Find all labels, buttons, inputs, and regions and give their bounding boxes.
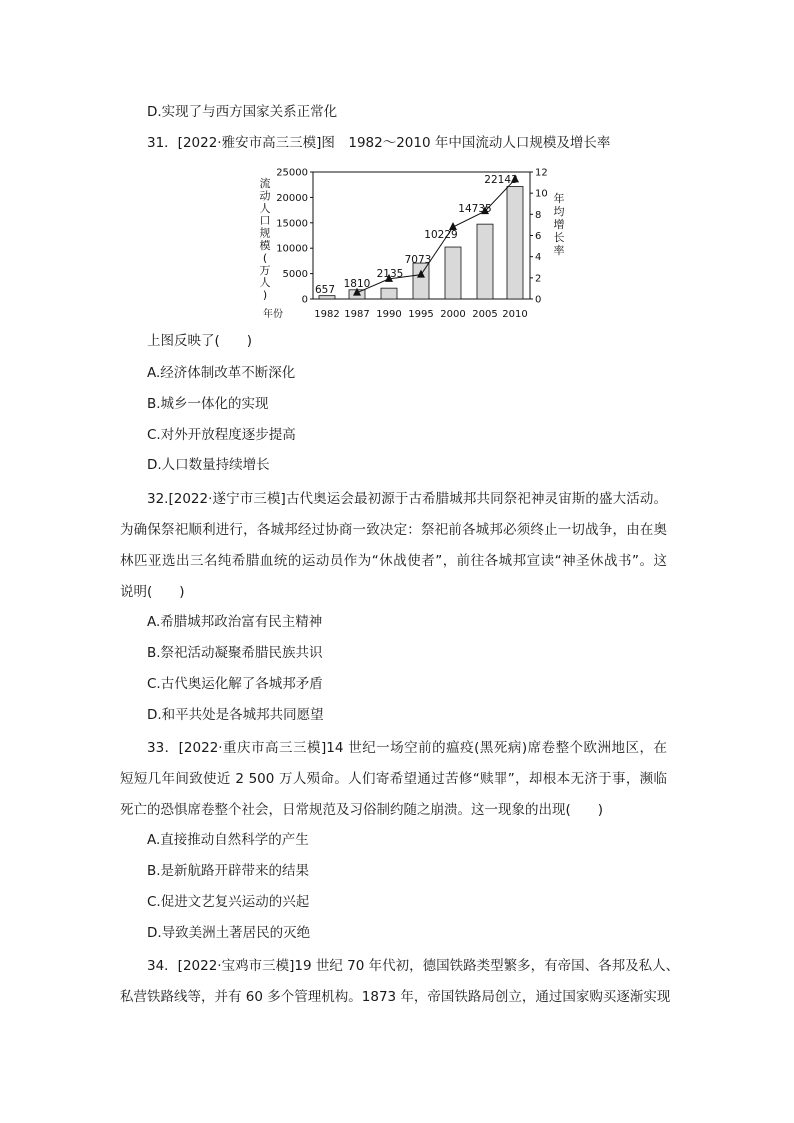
bar-value-label: 22143: [484, 174, 518, 186]
q33-option-d[interactable]: D.导致美洲土著居民的灭绝: [147, 925, 311, 941]
q31-header: 31．[2022·雅安市高三三模]图 1982～2010 年中国流动人口规模及增长率: [147, 135, 611, 151]
y2-tick-label: 8: [535, 209, 542, 221]
bar: [477, 224, 493, 299]
y-tick-label: 15000: [276, 218, 308, 230]
y-axis-label-char: 流: [259, 177, 271, 190]
q32-line-2: 为确保祭祀顺利进行，各城邦经过协商一致决定：祭祀前各城邦必须终止一切战争，由在奥: [120, 522, 667, 538]
x-axis-label: 年份: [263, 309, 283, 320]
q32-line-1: 32.[2022·遂宁市三模]古代奥运会最初源于古希腊城邦共同祭祀神灵宙斯的盛大活动。: [147, 491, 667, 507]
y2-tick-label: 4: [535, 252, 542, 264]
q31-option-b[interactable]: B.城乡一体化的实现: [147, 396, 269, 412]
y2-tick-label: 2: [535, 273, 542, 285]
q32-line-3: 林匹亚选出三名纯希腊血统的运动员作为“休战使者”，前往各城邦宣读“神圣休战书”。这: [120, 553, 667, 569]
y2-axis-label-char: 增: [553, 218, 565, 231]
y-tick-label: 10000: [276, 243, 308, 255]
q31-question: 上图反映了( ): [147, 333, 253, 349]
q31-option-a[interactable]: A.经济体制改革不断深化: [147, 365, 296, 381]
q33-option-a[interactable]: A.直接推动自然科学的产生: [147, 832, 309, 848]
y-axis-label-char: 规: [259, 226, 271, 240]
q32-option-c[interactable]: C.古代奥运化解了各城邦矛盾: [147, 676, 323, 692]
y2-tick-label: 12: [535, 167, 548, 179]
y2-axis-label-char: 长: [553, 231, 565, 244]
q31-option-c[interactable]: C.对外开放程度逐步提高: [147, 427, 296, 443]
y-axis-label-char: 动: [259, 189, 271, 203]
q33-line-3: 死亡的恐惧席卷整个社会，日常规范及习俗制约随之崩溃。这一现象的出现( ): [120, 802, 604, 818]
q31-option-d[interactable]: D.人口数量持续增长: [147, 457, 270, 473]
x-tick-label: 1990: [376, 309, 402, 320]
y2-axis-label-char: 年: [553, 192, 565, 205]
q33-line-2: 短短几年间致使近 2 500 万人殒命。人们寄希望通过苦修“赎罪”，却根本无济于事，濒临: [120, 771, 667, 787]
y-tick-label: 5000: [282, 269, 308, 281]
q34-line-1: 34．[2022·宝鸡市三模]19 世纪 70 年代初，德国铁路类型繁多，有帝国、各邦及私人、: [147, 958, 680, 974]
bar: [381, 288, 397, 299]
y-axis-label-char: ): [262, 288, 268, 302]
q33-option-c[interactable]: C.促进文艺复兴运动的兴起: [147, 894, 310, 910]
y2-axis-label-char: 均: [553, 205, 565, 218]
bar-value-label: 1810: [343, 278, 371, 290]
q33-stem-cont: [120, 764, 667, 826]
bar-value-label: 10229: [424, 229, 458, 241]
q32-option-d[interactable]: D.和平共处是各城邦共同愿望: [147, 707, 324, 723]
y2-tick-label: 10: [535, 188, 548, 200]
x-tick-label: 2010: [502, 309, 528, 320]
q33-line-1: 33．[2022·重庆市高三三模]14 世纪一场空前的瘟疫(黑死病)席卷整个欧洲地区，在: [147, 740, 667, 756]
y-axis-label-char: (: [262, 251, 268, 265]
y2-tick-label: 6: [535, 231, 542, 242]
chart-mobility-population: [255, 160, 585, 320]
q30-option-d: D.实现了与西方国家关系正常化: [147, 104, 338, 120]
y-axis-label-char: 人: [259, 201, 271, 215]
q32-line-4: 说明( ): [120, 584, 185, 600]
bar: [507, 187, 523, 299]
q34-line-2: 私营铁路线等，并有 60 多个管理机构。1873 年，帝国铁路局创立，通过国家购买逐渐实现: [120, 989, 671, 1005]
bar: [319, 296, 335, 299]
y-axis-label-char: 人: [259, 276, 271, 290]
q33-stem: [147, 733, 667, 764]
bar-value-label: 657: [314, 284, 336, 296]
x-tick-label: 2005: [472, 309, 498, 320]
q34-stem: [147, 951, 680, 982]
bar-value-label: 14735: [458, 203, 492, 215]
y-tick-label: 20000: [276, 192, 308, 204]
bar-value-label: 2135: [376, 268, 404, 280]
y-axis-label-char: 口: [259, 214, 271, 228]
y2-axis-label-char: 率: [553, 244, 565, 257]
x-tick-label: 1995: [408, 309, 434, 320]
y2-tick-label: 0: [535, 294, 542, 306]
y-tick-label: 25000: [276, 167, 308, 179]
y-axis-label-char: 模: [259, 239, 271, 252]
y-tick-label: 0: [301, 294, 308, 306]
q32-option-b[interactable]: B.祭祀活动凝聚希腊民族共识: [147, 645, 323, 661]
bar: [413, 263, 429, 299]
bar-value-label: 7073: [404, 254, 432, 266]
q32-option-a[interactable]: A.希腊城邦政治富有民主精神: [147, 614, 323, 630]
q33-option-b[interactable]: B.是新航路开辟带来的结果: [147, 863, 310, 879]
x-tick-label: 1982: [314, 309, 340, 320]
x-tick-label: 2000: [440, 309, 466, 320]
q32-stem: [147, 484, 667, 515]
bar: [445, 247, 461, 299]
x-tick-label: 1987: [344, 309, 370, 320]
q34-stem-cont: [120, 982, 671, 1013]
y-axis-label-char: 万: [259, 263, 271, 277]
q32-stem-cont: [120, 515, 667, 608]
